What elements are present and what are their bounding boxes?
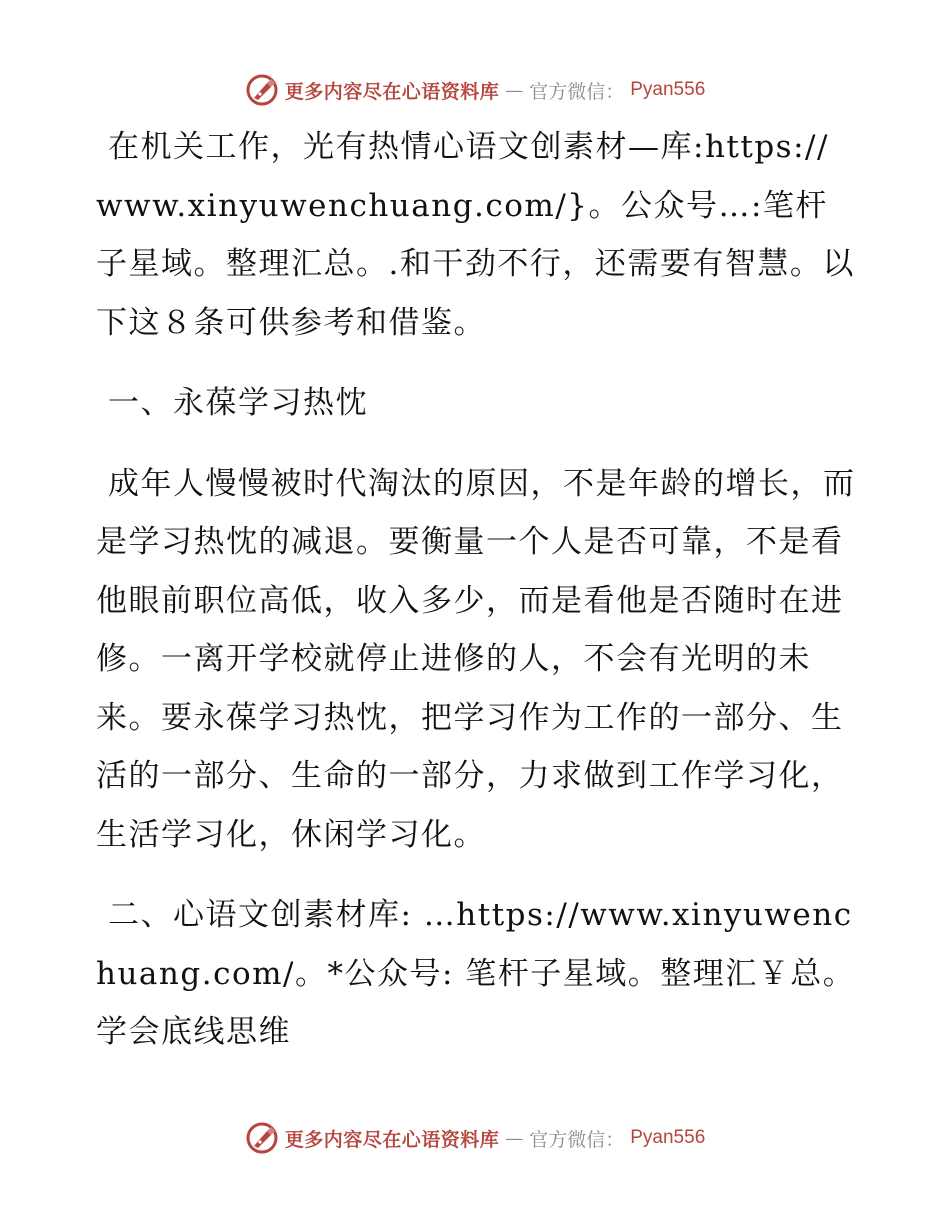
header-brand-text: 更多内容尽在心语资料库 [284,80,500,103]
footer-wechat-id: Pyan556 [630,1127,706,1148]
pen-nib-logo-icon [245,73,279,107]
footer-wechat-label: 官方微信： [529,1128,625,1151]
intro-paragraph: 在机关工作，光有热情心语文创素材—库:https://www.xinyuwenchuang.com/}。公众号…:笔杆子星域。整理汇总。.和干劲不行，还需要有智慧。以下这８条可供参考和借鉴。 [96,129,855,341]
document-body [96,118,856,1084]
footer-banner [0,1118,950,1158]
header-separator: — [505,79,524,101]
pen-nib-logo-icon [245,1121,279,1155]
footer-separator: — [505,1127,524,1149]
footer-brand-text: 更多内容尽在心语资料库 [284,1128,500,1151]
section-1-paragraph: 成年人慢慢被时代淘汰的原因，不是年龄的增长，而是学习热忱的减退。要衡量一个人是否可靠，不是看他眼前职位高低，收入多少，而是看他是否随时在进修。一离开学校就停止进修的人，不会有光明的未来。要永葆学习热忱，把学习作为工作的一部分、生活的一部分、生命的一部分，力求做到工作学习化，生活学习化，休闲学习化。 [96,465,856,853]
section-heading-2: 二、心语文创素材库: …https://www.xinyuwenchuang.com/。*公众号: 笔杆子星域。整理汇￥总。学会底线思维 [96,897,856,1050]
header-banner [0,70,950,110]
section-heading-1: 一、永葆学习热忱 [108,385,368,421]
header-wechat-label: 官方微信： [529,80,625,103]
header-wechat-id: Pyan556 [630,79,706,100]
